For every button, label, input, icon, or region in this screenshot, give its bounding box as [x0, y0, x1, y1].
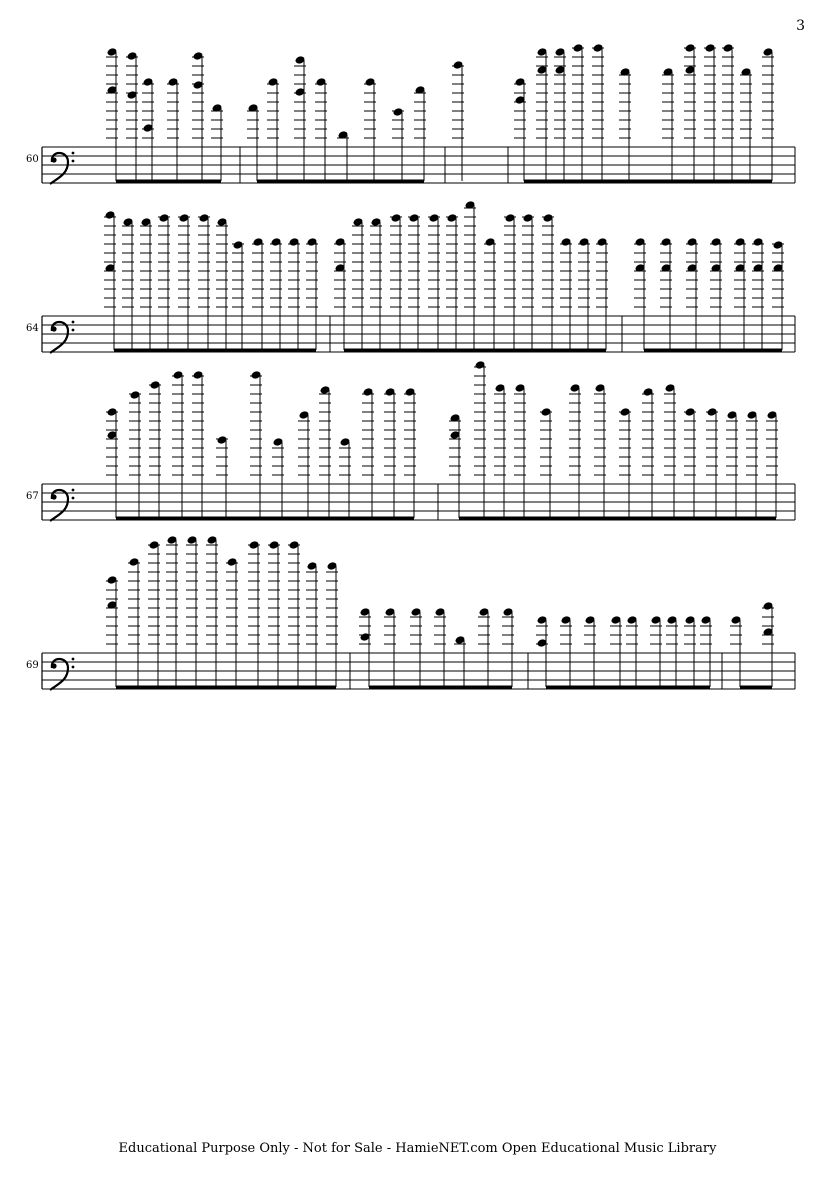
bass-clef-dot-lower-s1	[72, 160, 75, 163]
bass-clef-icon-s2	[50, 322, 68, 353]
bass-clef-icon-s1	[50, 153, 68, 184]
bass-clef-dot-lower-s3	[72, 497, 75, 500]
measure-number-system-3: 67	[26, 491, 39, 502]
bass-clef-dot-lower-s4	[72, 666, 75, 669]
bass-clef-dot-s1	[51, 157, 56, 162]
measure-number-system-4: 69	[26, 660, 39, 671]
bass-clef-dot-s3	[51, 494, 56, 499]
page-number: 3	[796, 18, 805, 34]
bass-clef-dot-s2	[51, 326, 56, 331]
bass-clef-dot-upper-s3	[72, 489, 75, 492]
bass-clef-dot-upper-s1	[72, 152, 75, 155]
bass-clef-icon-s4	[50, 659, 68, 690]
measure-number-system-1: 60	[26, 154, 39, 165]
bass-clef-dot-upper-s2	[72, 321, 75, 324]
bass-clef-dot-s4	[51, 663, 56, 668]
measure-number-system-2: 64	[26, 323, 39, 334]
bass-clef-dot-lower-s2	[72, 329, 75, 332]
bass-clef-icon-s3	[50, 490, 68, 521]
bass-clef-dot-upper-s4	[72, 658, 75, 661]
footer-notice: Educational Purpose Only - Not for Sale - HamieNET.com Open Educational Music Library	[118, 1141, 717, 1156]
